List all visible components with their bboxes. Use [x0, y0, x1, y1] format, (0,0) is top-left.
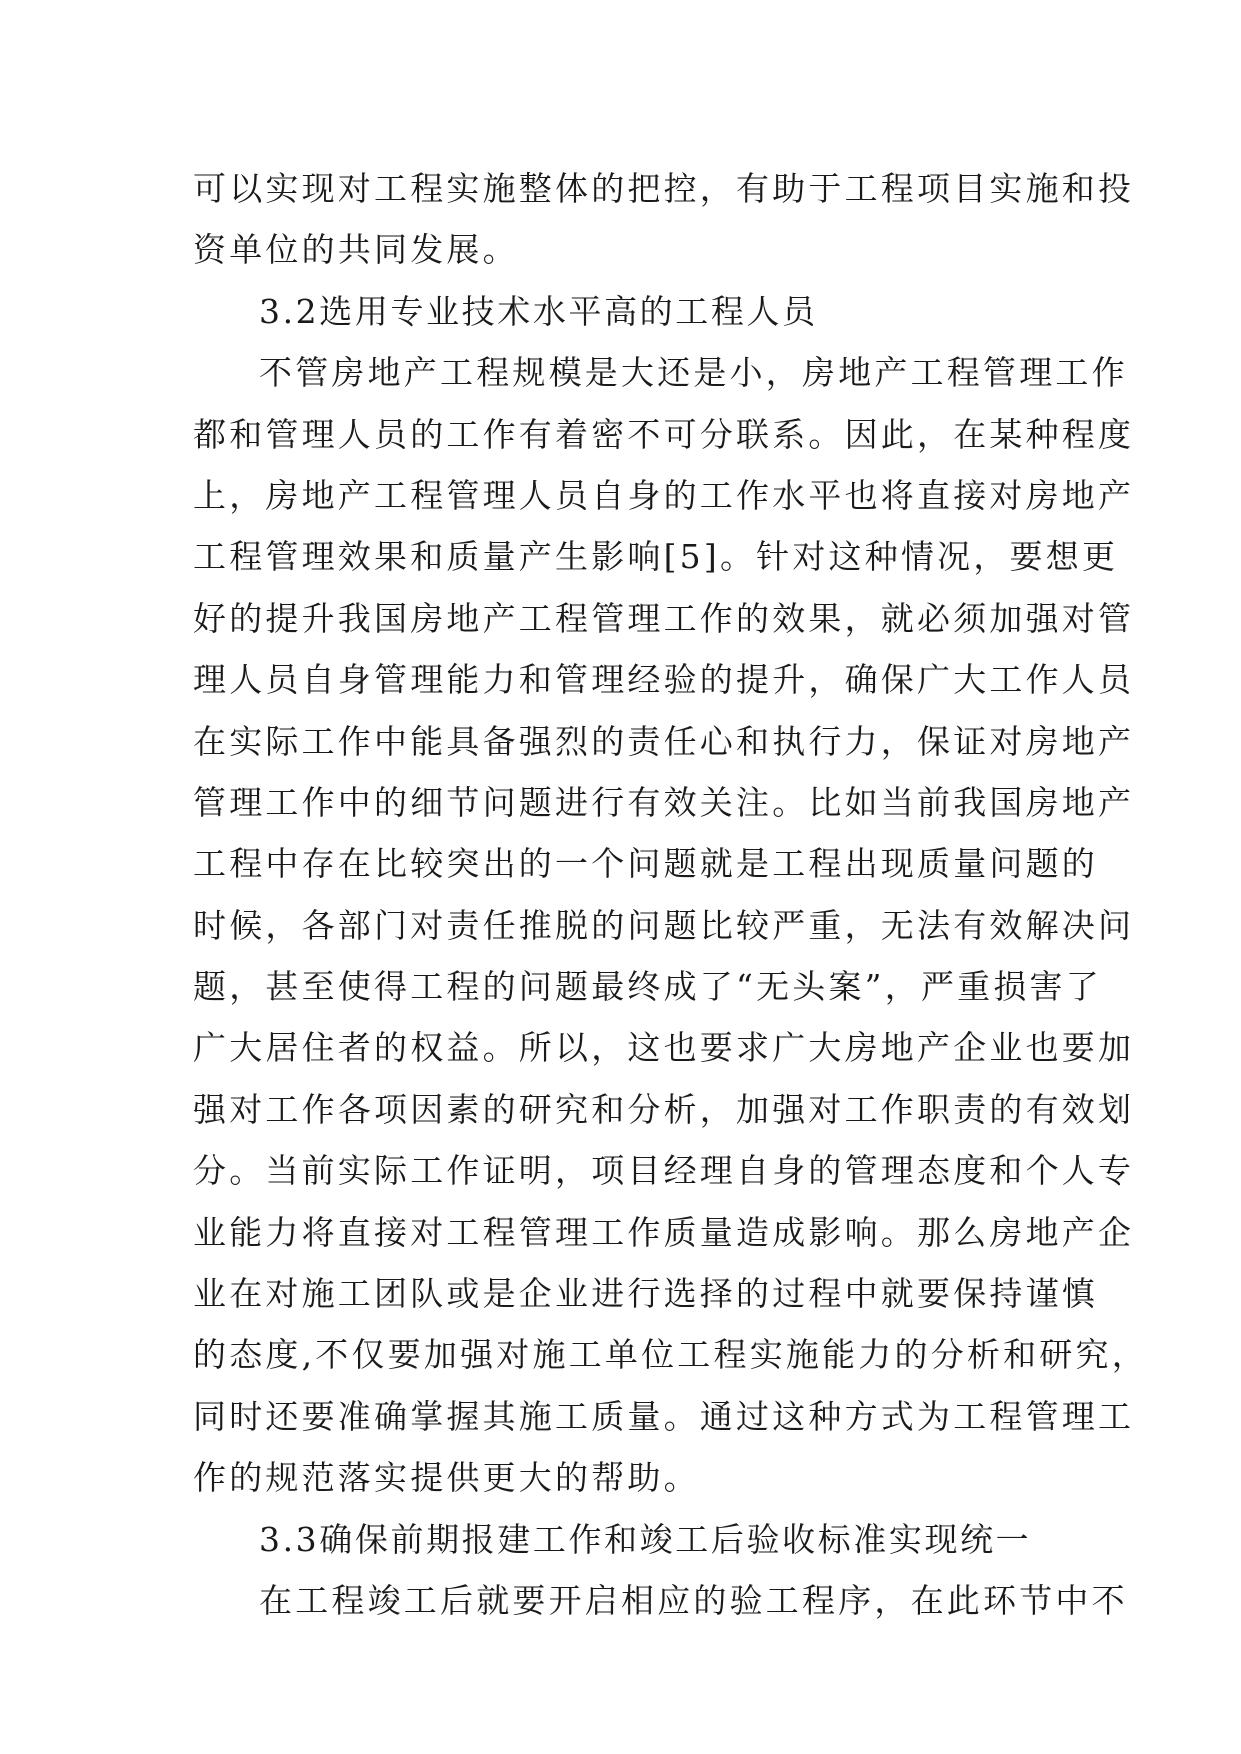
- paragraph-line: 在工程竣工后就要开启相应的验工程序，在此环节中不: [259, 1580, 1128, 1620]
- paragraph-line: 题，甚至使得工程的问题最终成了“无头案”，严重损害了: [193, 967, 1102, 1007]
- document-page: [193, 158, 1148, 1631]
- paragraph-line: 都和管理人员的工作有着密不可分联系。因此，在某种程度: [193, 414, 1135, 454]
- paragraph-line: 广大居住者的权益。所以，这也要求广大房地产企业也要加: [193, 1028, 1135, 1068]
- paragraph-line: 工程管理效果和质量产生影响[5]。针对这种情况，要想更: [193, 537, 1119, 577]
- section-heading: 3.3确保前期报建工作和竣工后验收标准实现统一: [259, 1519, 1032, 1559]
- paragraph-line: 可以实现对工程实施整体的把控，有助于工程项目实施和投: [193, 169, 1135, 208]
- paragraph-line: 上，房地产工程管理人员自身的工作水平也将直接对房地产: [193, 475, 1135, 515]
- paragraph-line: 的态度,不仅要加强对施工单位工程实施能力的分析和研究，: [193, 1335, 1148, 1375]
- paragraph-line: 同时还要准确掌握其施工质量。通过这种方式为工程管理工: [193, 1396, 1135, 1436]
- paragraph-line: 时候，各部门对责任推脱的问题比较严重，无法有效解决问: [193, 905, 1135, 945]
- paragraph-line: 不管房地产工程规模是大还是小，房地产工程管理工作: [259, 353, 1128, 393]
- paragraph-line: 业在对施工团队或是企业进行选择的过程中就要保持谨慎: [193, 1274, 1098, 1314]
- paragraph-line: 业能力将直接对工程管理工作质量造成影响。那么房地产企: [193, 1212, 1135, 1252]
- paragraph-line: 强对工作各项因素的研究和分析，加强对工作职责的有效划: [193, 1089, 1135, 1129]
- paragraph-line: 理人员自身管理能力和管理经验的提升，确保广大工作人员: [193, 660, 1135, 700]
- paragraph-line: 分。当前实际工作证明，项目经理自身的管理态度和个人专: [193, 1151, 1135, 1191]
- section-heading: 3.2选用专业技术水平高的工程人员: [259, 291, 818, 331]
- paragraph-line: 好的提升我国房地产工程管理工作的效果，就必须加强对管: [193, 598, 1135, 638]
- paragraph-line: 作的规范落实提供更大的帮助。: [193, 1458, 700, 1498]
- paragraph-line: 在实际工作中能具备强烈的责任心和执行力，保证对房地产: [193, 721, 1135, 761]
- paragraph-line: 管理工作中的细节问题进行有效关注。比如当前我国房地产: [193, 782, 1135, 822]
- paragraph-line: 工程中存在比较突出的一个问题就是工程出现质量问题的: [193, 844, 1098, 884]
- paragraph-line: 资单位的共同发展。: [193, 230, 519, 270]
